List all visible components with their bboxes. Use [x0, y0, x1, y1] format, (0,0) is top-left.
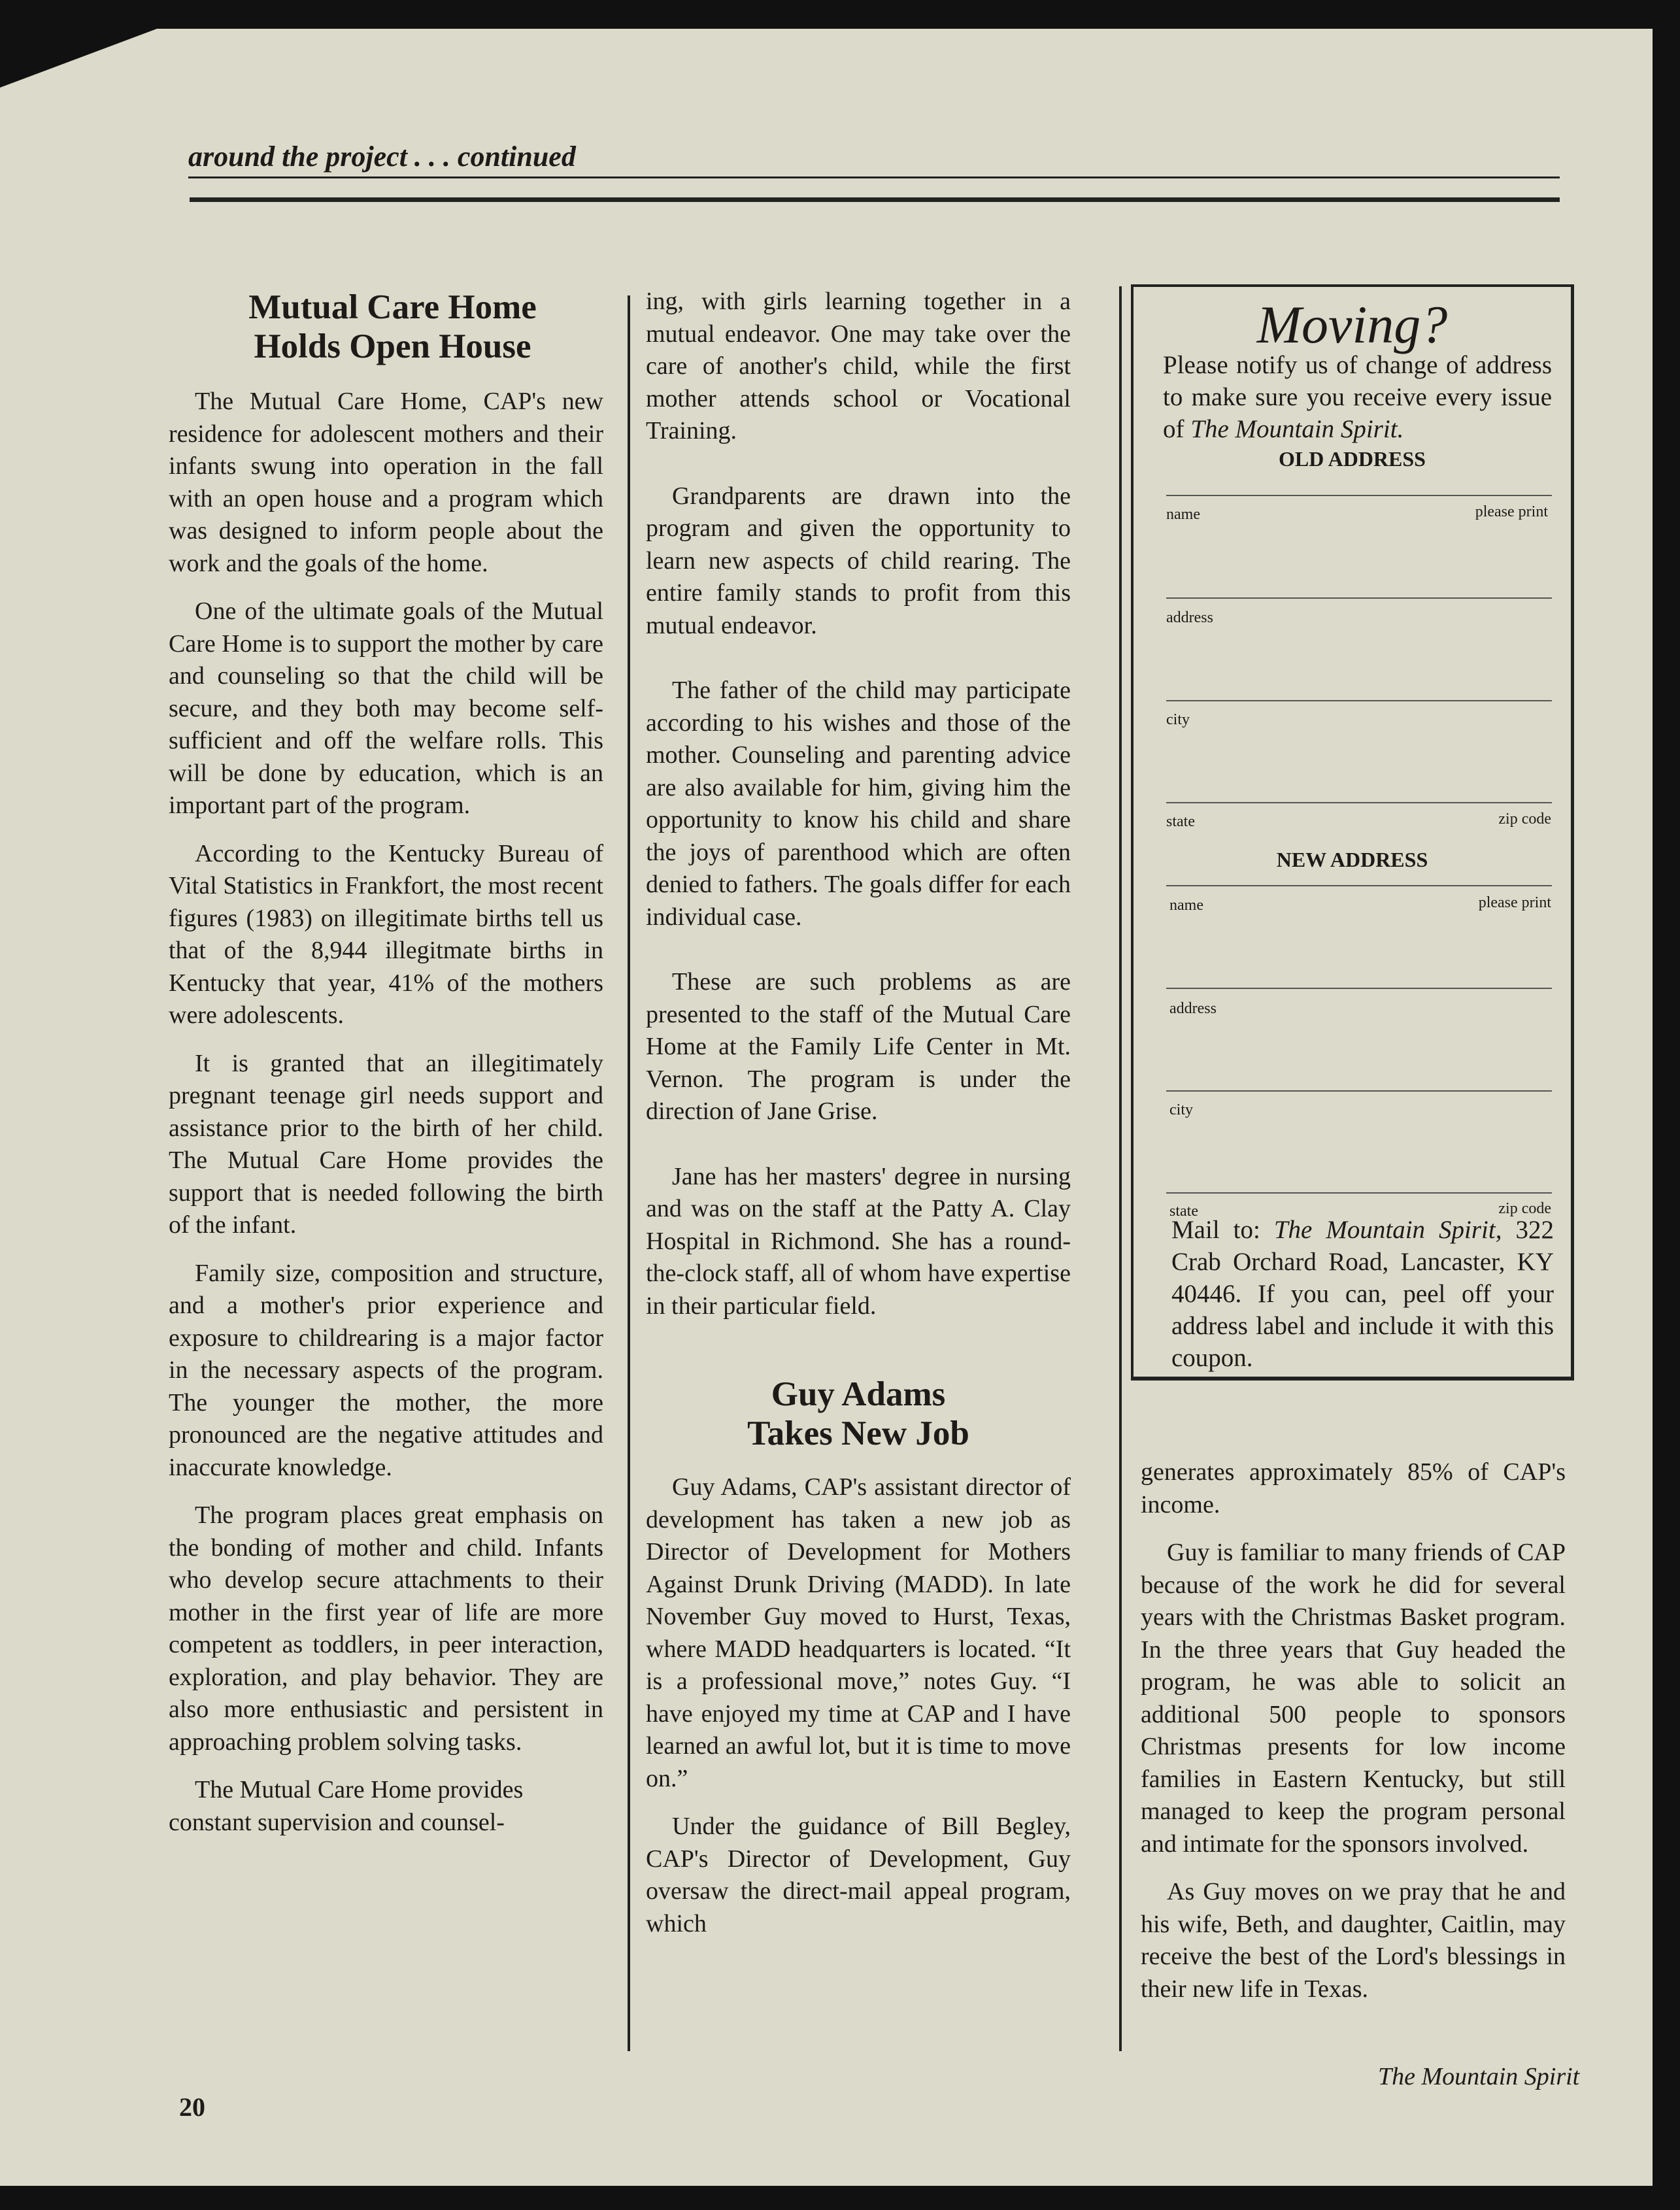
- paragraph: These are such problems as are presented to the staff of the Mutual Care Home at the Family Life Center in Mt. Vernon. The program is under the direction of Jane Grise.: [646, 968, 1071, 1125]
- coupon-intro: Please notify us of change of address to make sure you receive every issue of The Mountain Spirit.: [1163, 351, 1552, 443]
- old-address-line: [1166, 597, 1552, 599]
- new-name-line: [1166, 885, 1552, 886]
- paragraph: It is granted that an illegitimately pregnant teenage girl needs support and assistance prior to the birth of her child. The Mutual Care Home provides the support that is needed following the birth of the infant.: [169, 1049, 603, 1239]
- field-label-zip: zip code: [1498, 1200, 1551, 1217]
- running-head: around the project . . . continued: [188, 141, 576, 173]
- paragraph: Grandparents are drawn into the program and given the opportunity to learn new aspects of child rearing. The entire family stands to profit from this mutual endeavor.: [646, 482, 1071, 639]
- paragraph: ing, with girls learning together in a mutual endeavor. One may take over the care of another's child, while the first mother attends school or Vocational Training.: [646, 288, 1071, 444]
- column-divider: [1119, 286, 1122, 2051]
- page-number: 20: [179, 2092, 205, 2122]
- field-label-state: state: [1169, 1203, 1198, 1220]
- paragraph: The Mutual Care Home, CAP's new residence for adolescent mothers and their infants swung into operation in the fall with an open house and a program which was designed to inform people about the work and the goals of the home.: [169, 388, 603, 577]
- column-3: [1141, 1456, 1566, 2021]
- header-rule-thin: [188, 176, 1560, 178]
- article-title-guy-adams: Guy Adams Takes New Job: [747, 1375, 969, 1452]
- coupon-title: Moving?: [1256, 295, 1448, 354]
- field-label-city: city: [1169, 1101, 1193, 1118]
- paragraph: Guy Adams, CAP's assistant director of development has taken a new job as Director of Development for Mothers Against Drunk Driving (MADD). In late November Guy moved to Hurst, Texas, where MADD headquarters is located. “It is a professional move,” notes Guy. “I have enjoyed my time at CAP and I have learned an awful lot, but it is time to move on.”: [646, 1473, 1071, 1792]
- paragraph: As Guy moves on we pray that he and his wife, Beth, and daughter, Caitlin, may receive the best of the Lord's blessings in their new life in Texas.: [1141, 1878, 1566, 2003]
- field-label-please-print: please print: [1475, 503, 1548, 520]
- new-city-line: [1166, 1090, 1552, 1092]
- coupon-mail-to: Mail to: The Mountain Spirit, 322 Crab Orchard Road, Lancaster, KY 40446. If you can, peel off your address label and include it with this coupon.: [1171, 1216, 1554, 1372]
- paragraph: generates approximately 85% of CAP's income.: [1141, 1458, 1566, 1518]
- header-rule-thick: [190, 197, 1560, 202]
- column-2: [646, 286, 1071, 1940]
- field-label-zip: zip code: [1498, 811, 1551, 828]
- paragraph: Guy is familiar to many friends of CAP because of the work he did for several years with the Christmas Basket program. In the three years that Guy headed the program, he was able to solicit an additional 500 people to sponsors Christmas presents for low income families in Eastern Kentucky, but still managed to keep the program personal and intimate for the sponsors involved.: [1141, 1539, 1566, 1858]
- old-city-line: [1166, 700, 1552, 701]
- folded-corner: [0, 29, 157, 88]
- change-of-address-coupon: [1131, 284, 1574, 1381]
- field-label-name: name: [1169, 897, 1203, 914]
- column-1: [169, 288, 603, 1854]
- column-divider: [628, 295, 630, 2051]
- field-label-address: address: [1166, 609, 1213, 626]
- field-label-state: state: [1166, 813, 1195, 830]
- old-address-heading: OLD ADDRESS: [1279, 447, 1426, 471]
- new-address-line: [1166, 988, 1552, 989]
- field-label-please-print: please print: [1478, 894, 1551, 911]
- paragraph: The Mutual Care Home provides constant supervision and counsel-: [169, 1776, 524, 1836]
- footer-publication: The Mountain Spirit: [1378, 2063, 1580, 2090]
- paragraph: The father of the child may participate according to his wishes and those of the mother. Counseling and parenting advice are also available for him, giving him the opportunity to know his child and share the joys of parenthood which are often denied to fathers. The goals differ for each individual case.: [646, 677, 1071, 931]
- paragraph: One of the ultimate goals of the Mutual Care Home is to support the mother by care and counseling so that the child will be secure, and they both may become self-sufficient and off the welfare rolls. This will be done by education, which is an important part of the program.: [169, 597, 603, 819]
- paragraph: Under the guidance of Bill Begley, CAP's Director of Development, Guy oversaw the direct-mail appeal program, which: [646, 1813, 1071, 1937]
- paragraph: According to the Kentucky Bureau of Vital Statistics in Frankfort, the most recent figures (1983) on illegitimate births tell us that of the 8,944 illegitmate births in Kentucky that year, 41% of the mothers were adolescents.: [169, 839, 603, 1029]
- paragraph: The program places great emphasis on the bonding of mother and child. Infants who develop secure attachments to their mother in the first year of life are more competent as toddlers, in peer interaction, exploration, and play behavior. They are also more enthusiastic and persistent in approaching problem solving tasks.: [169, 1501, 603, 1756]
- new-state-line: [1166, 1192, 1552, 1194]
- field-label-name: name: [1166, 506, 1200, 523]
- article-title-mutual-care: Mutual Care Home Holds Open House: [248, 288, 537, 365]
- field-label-city: city: [1166, 711, 1190, 728]
- paragraph: Jane has her masters' degree in nursing and was on the staff at the Patty A. Clay Hospital in Richmond. She has a round-the-clock staff, all of whom have expertise in their particular field.: [646, 1162, 1071, 1320]
- old-state-line: [1166, 802, 1552, 803]
- old-name-line: [1166, 495, 1552, 496]
- field-label-address: address: [1169, 1000, 1217, 1017]
- paragraph: Family size, composition and structure, and a mother's prior experience and exposure to childrearing is a major factor in the necessary aspects of the program. The younger the mother, the more pronounced are the negative attitudes and inaccurate knowledge.: [169, 1259, 603, 1481]
- new-address-heading: NEW ADDRESS: [1276, 848, 1428, 871]
